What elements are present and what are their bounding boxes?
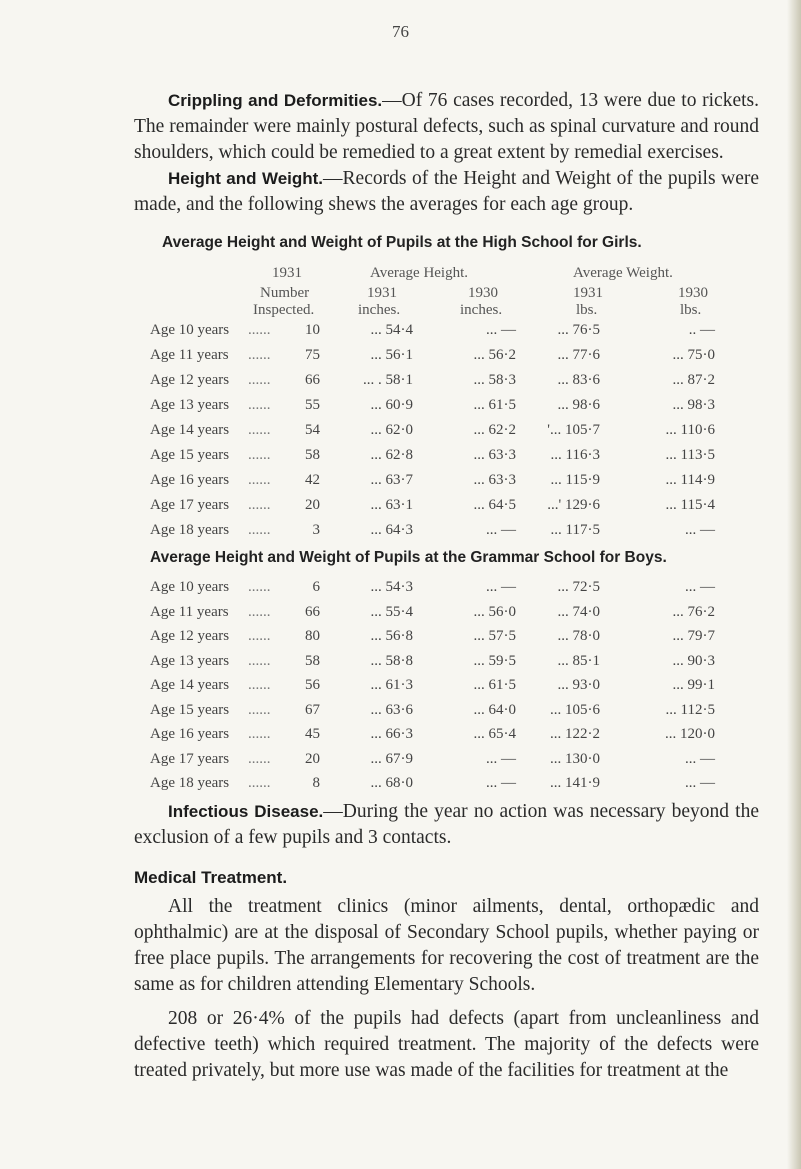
row-weight-1931: ... 116·3 — [550, 447, 600, 463]
row-height-1930: ... 64·5 — [473, 497, 516, 513]
row-height-1930: ... — — [486, 775, 516, 791]
table-row — [0, 372, 801, 392]
row-height-1931: ... 68·0 — [370, 775, 413, 791]
row-age-label: Age 17 years — [150, 497, 230, 513]
row-weight-1930: ... 98·3 — [672, 397, 715, 413]
leader-dots: ...... — [248, 372, 271, 388]
row-weight-1930: ... — — [685, 579, 715, 595]
row-weight-1931: ... 117·5 — [550, 522, 600, 538]
row-number-inspected: 67 — [305, 701, 320, 718]
row-weight-1930: ... 87·2 — [672, 372, 715, 388]
row-weight-1930: ... 76·2 — [672, 603, 715, 620]
table-row — [0, 397, 801, 417]
row-weight-1931: ... 83·6 — [557, 372, 600, 388]
row-weight-1931: ... 85·1 — [557, 652, 600, 669]
row-height-1931: ... 61·3 — [370, 677, 413, 693]
leader-dots: ...... — [248, 447, 271, 463]
infectious-text: —During the year no action was necessary beyond the exclusion of a few pupils and 3 contacts. — [134, 801, 759, 848]
row-height-1931: ... 67·9 — [370, 750, 413, 767]
table-row — [0, 472, 801, 492]
row-number-inspected: 54 — [305, 422, 320, 438]
row-weight-1930: ... 120·0 — [665, 726, 715, 742]
row-height-1930: ... 59·5 — [473, 652, 516, 669]
hdr-weight-group: Average Weight. — [573, 265, 673, 281]
row-weight-1931: ... 130·0 — [550, 750, 600, 767]
leader-dots: ...... — [248, 628, 271, 644]
row-age-label: Age 15 years — [150, 447, 230, 463]
infectious-lead: Infectious Disease. — [168, 802, 324, 821]
row-height-1930: ... 56·0 — [473, 603, 516, 620]
leader-dots: ...... — [248, 497, 271, 513]
table-row — [0, 522, 801, 542]
hdr-col1-bot: Inspected. — [253, 302, 315, 318]
crippling-lead: Crippling and Deformities. — [168, 91, 383, 110]
row-number-inspected: 45 — [305, 726, 320, 742]
row-height-1931: ... 63·6 — [370, 701, 413, 718]
leader-dots: ...... — [248, 775, 271, 791]
row-weight-1931: ... 98·6 — [557, 397, 600, 413]
leader-dots: ...... — [248, 701, 271, 718]
row-weight-1930: ... 75·0 — [672, 347, 715, 363]
hdr-h30-unit: inches. — [460, 302, 503, 318]
row-height-1930: ... — — [486, 522, 516, 538]
table-row — [0, 775, 801, 795]
row-weight-1931: ... 72·5 — [557, 579, 600, 595]
row-weight-1931: ... 78·0 — [557, 628, 600, 644]
row-height-1930: ... 63·3 — [473, 447, 516, 463]
row-age-label: Age 13 years — [150, 652, 230, 669]
medical-para1-text: All the treatment clinics (minor ailments, dental, orthopædic and ophthalmic) are at the disposal of Secondary School pupils, whether paying or free place pupils. The arrangements for recovering the cost of treatment are the same as for children attending Elementary Schools. — [134, 896, 759, 995]
row-weight-1931: '... 105·7 — [547, 422, 600, 438]
row-number-inspected: 58 — [305, 652, 320, 669]
row-age-label: Age 17 years — [150, 750, 230, 767]
row-height-1931: ... 60·9 — [370, 397, 413, 413]
table-row — [0, 604, 801, 624]
table-row — [0, 726, 801, 746]
row-number-inspected: 8 — [312, 775, 320, 791]
row-age-label: Age 13 years — [150, 397, 230, 413]
table-row — [0, 447, 801, 467]
row-age-label: Age 12 years — [150, 372, 230, 388]
row-weight-1930: ... 90·3 — [672, 652, 715, 669]
row-height-1931: ... 56·8 — [370, 628, 413, 644]
row-number-inspected: 20 — [305, 750, 320, 767]
row-number-inspected: 66 — [305, 372, 320, 388]
crippling-text: —Of 76 cases recorded, 13 were due to rickets. The remainder were mainly postural defects, such as spinal curvature and round shoulders, which could be remedied to a great extent by remedial exercises. — [134, 90, 759, 163]
table-row — [0, 653, 801, 673]
leader-dots: ...... — [248, 347, 271, 363]
leader-dots: ...... — [248, 652, 271, 669]
hdr-h31-year: 1931 — [367, 285, 397, 301]
row-weight-1931: ... 74·0 — [557, 603, 600, 620]
row-weight-1931: ... 122·2 — [550, 726, 600, 742]
leader-dots: ...... — [248, 397, 271, 413]
leader-dots: ...... — [248, 472, 271, 488]
hdr-col1-mid: Number — [260, 285, 310, 301]
row-age-label: Age 10 years — [150, 579, 230, 595]
table-row — [0, 751, 801, 771]
row-height-1931: ... 58·8 — [370, 652, 413, 669]
row-weight-1930: ... — — [685, 750, 715, 767]
row-height-1931: ... 56·1 — [370, 347, 413, 363]
row-number-inspected: 66 — [305, 603, 320, 620]
row-number-inspected: 58 — [305, 447, 320, 463]
row-number-inspected: 20 — [305, 497, 320, 513]
row-height-1930: ... 57·5 — [473, 628, 516, 644]
row-weight-1930: ... 110·6 — [665, 422, 715, 438]
row-height-1930: ... 61·5 — [473, 397, 516, 413]
row-number-inspected: 56 — [305, 677, 320, 693]
hdr-col1-top: 1931 — [272, 265, 302, 281]
row-weight-1930: ... 99·1 — [672, 677, 715, 693]
table-row — [0, 628, 801, 648]
leader-dots: ...... — [248, 422, 271, 438]
hdr-w31-unit: lbs. — [576, 302, 598, 318]
row-age-label: Age 10 years — [150, 322, 230, 338]
row-age-label: Age 16 years — [150, 726, 230, 742]
row-height-1931: ... 63·7 — [370, 472, 413, 488]
girls-table-title: Average Height and Weight of Pupils at the High School for Girls. — [162, 234, 642, 251]
medical-heading: Medical Treatment. — [134, 868, 288, 887]
row-number-inspected: 3 — [312, 522, 320, 538]
row-age-label: Age 16 years — [150, 472, 230, 488]
boys-table-title: Average Height and Weight of Pupils at the Grammar School for Boys. — [150, 549, 667, 566]
row-weight-1930: ... 113·5 — [665, 447, 715, 463]
leader-dots: ...... — [248, 750, 271, 767]
table-row — [0, 497, 801, 517]
row-weight-1931: ... 76·5 — [557, 322, 600, 338]
row-number-inspected: 80 — [305, 628, 320, 644]
row-weight-1930: ... — — [685, 775, 715, 791]
infectious-paragraph — [134, 799, 759, 851]
row-number-inspected: 42 — [305, 472, 320, 488]
row-height-1930: ... 61·5 — [473, 677, 516, 693]
medical-paragraph-2 — [134, 1006, 759, 1084]
row-age-label: Age 14 years — [150, 422, 230, 438]
height-weight-lead: Height and Weight. — [168, 169, 324, 188]
row-height-1931: ... 62·8 — [370, 447, 413, 463]
row-weight-1931: ...' 129·6 — [547, 497, 600, 513]
row-height-1931: ... 55·4 — [370, 603, 413, 620]
row-height-1931: ... 54·3 — [370, 579, 413, 595]
row-weight-1930: ... 112·5 — [665, 701, 715, 718]
row-weight-1931: ... 115·9 — [550, 472, 600, 488]
row-age-label: Age 15 years — [150, 701, 230, 718]
row-age-label: Age 18 years — [150, 522, 230, 538]
height-weight-paragraph — [134, 166, 759, 218]
hdr-h31-unit: inches. — [358, 302, 401, 318]
row-height-1931: ... 54·4 — [370, 322, 413, 338]
hdr-w30-year: 1930 — [678, 285, 708, 301]
row-number-inspected: 6 — [312, 579, 320, 595]
row-height-1930: ... 63·3 — [473, 472, 516, 488]
row-height-1930: ... 58·3 — [473, 372, 516, 388]
medical-paragraph-1 — [134, 894, 759, 998]
hdr-w30-unit: lbs. — [680, 302, 702, 318]
row-weight-1931: ... 105·6 — [550, 701, 600, 718]
leader-dots: ...... — [248, 603, 271, 620]
row-weight-1931: ... 77·6 — [557, 347, 600, 363]
table-row — [0, 702, 801, 722]
leader-dots: ...... — [248, 522, 271, 538]
hdr-w31-year: 1931 — [573, 285, 603, 301]
row-height-1930: ... — — [486, 322, 516, 338]
row-age-label: Age 11 years — [150, 603, 229, 620]
row-height-1930: ... 65·4 — [473, 726, 516, 742]
row-age-label: Age 11 years — [150, 347, 229, 363]
leader-dots: ...... — [248, 677, 271, 693]
height-weight-text: —Records of the Height and Weight of the pupils were made, and the following shews the averages for each age group. — [134, 168, 759, 215]
table-row — [0, 322, 801, 342]
row-number-inspected: 10 — [305, 322, 320, 338]
row-height-1930: ... 56·2 — [473, 347, 516, 363]
row-weight-1930: ... 114·9 — [665, 472, 715, 488]
hdr-height-group: Average Height. — [370, 265, 469, 281]
table-row — [0, 677, 801, 697]
leader-dots: ...... — [248, 726, 271, 742]
row-height-1930: ... 62·2 — [473, 422, 516, 438]
table-row — [0, 579, 801, 599]
row-height-1931: ... 62·0 — [370, 422, 413, 438]
page-edge-shadow — [787, 0, 801, 1169]
row-weight-1931: ... 141·9 — [550, 775, 600, 791]
crippling-paragraph — [134, 88, 759, 166]
medical-para2-text: 208 or 26·4% of the pupils had defects (apart from uncleanliness and defective teeth) which required treatment. The majority of the defects were treated privately, but more use was made of the facilities for treatment at the — [134, 1008, 759, 1081]
row-height-1931: ... 64·3 — [370, 522, 413, 538]
row-height-1930: ... — — [486, 750, 516, 767]
table-row — [0, 347, 801, 367]
row-number-inspected: 75 — [305, 347, 320, 363]
row-age-label: Age 18 years — [150, 775, 230, 791]
page-number: 76 — [392, 22, 409, 41]
row-height-1930: ... 64·0 — [473, 701, 516, 718]
leader-dots: ...... — [248, 579, 271, 595]
row-height-1931: ... . 58·1 — [363, 372, 413, 388]
row-height-1930: ... — — [486, 579, 516, 595]
row-age-label: Age 12 years — [150, 628, 230, 644]
leader-dots: ...... — [248, 322, 271, 338]
row-weight-1931: ... 93·0 — [557, 677, 600, 693]
row-weight-1930: ... — — [685, 522, 715, 538]
row-weight-1930: ... 79·7 — [672, 628, 715, 644]
row-weight-1930: ... 115·4 — [665, 497, 715, 513]
row-number-inspected: 55 — [305, 397, 320, 413]
row-weight-1930: .. — — [688, 322, 715, 338]
table-row — [0, 422, 801, 442]
row-height-1931: ... 66·3 — [370, 726, 413, 742]
hdr-h30-year: 1930 — [468, 285, 498, 301]
row-height-1931: ... 63·1 — [370, 497, 413, 513]
row-age-label: Age 14 years — [150, 677, 230, 693]
